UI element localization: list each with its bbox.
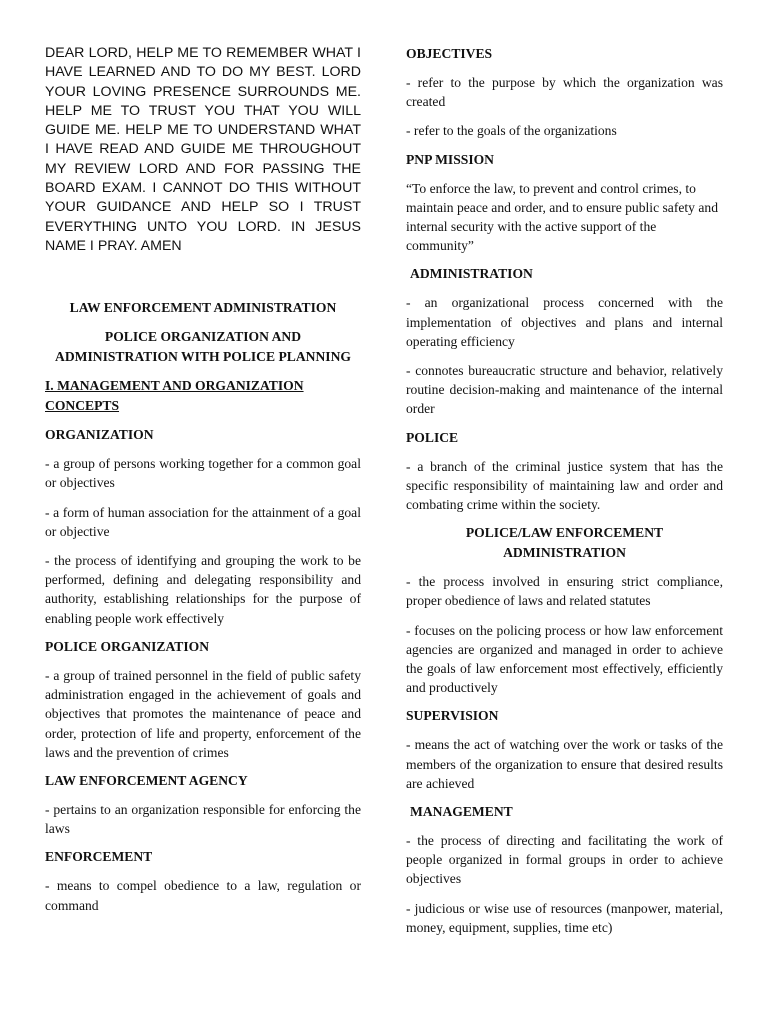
term-police: POLICE: [406, 429, 459, 445]
prayer-text: DEAR LORD, HELP ME TO REMEMBER WHAT I HAVE LEARNED AND TO DO MY BEST. LORD YOUR LOVING PRESENCE SURROUNDS ME. HELP ME TO TRUST YOU THAT YOU WILL GUIDE ME. HELP ME TO UNDERSTAND WHAT I HAVE READ AND GUIDE ME THROUGHOUT MY REVIEW LORD AND FOR PASSING THE BOARD EXAM. I CANNOT DO THIS WITHOUT YOUR GUIDANCE AND HELP SO I TRUST EVERYTHING UNTO YOU LORD. IN JESUS NAME I PRAY. AMEN: [45, 45, 361, 254]
definition: - a group of persons working together for a common goal or objectives: [45, 456, 361, 491]
pnp-mission-quote: “To enforce the law, to prevent and control crimes, to maintain peace and order, and to ensure public safety and internal security with the active support of the community”: [406, 180, 718, 254]
term-management: MANAGEMENT: [410, 804, 513, 820]
term-enforcement: ENFORCEMENT: [45, 849, 153, 865]
term-police-organization: POLICE ORGANIZATION: [45, 638, 210, 654]
definition: - pertains to an organization responsible for enforcing the laws: [45, 801, 361, 837]
term-supervision: SUPERVISION: [406, 708, 499, 724]
term-objectives: OBJECTIVES: [406, 46, 493, 61]
term-administration: ADMINISTRATION: [410, 266, 533, 282]
definition: - judicious or wise use of resources (manpower, material, money, equipment, supplies, time etc): [406, 900, 723, 935]
definition: - the process of identifying and grouping the work to be performed, defining and delegating responsibility and authority, establishing relationships for the purpose of enabling people work effectively: [45, 553, 361, 626]
right-column: [406, 44, 723, 937]
definition: - a branch of the criminal justice system that has the specific responsibility of maintaining law and order and combating crime within the society.: [406, 458, 723, 513]
definition: - means the act of watching over the work or tasks of the members of the organization to ensure that desired results are achieved: [406, 737, 723, 791]
definition: - refer to the goals of the organizations: [406, 123, 617, 139]
section-heading: I. MANAGEMENT AND ORGANIZATION CONCEPTS: [45, 378, 304, 414]
definition: - connotes bureaucratic structure and behavior, relatively routine decision-making and maintenance of the internal order: [406, 363, 723, 417]
term-law-enforcement-agency: LAW ENFORCEMENT AGENCY: [45, 772, 248, 788]
term-police-law-enforcement-administration: POLICE/LAW ENFORCEMENT ADMINISTRATION: [465, 525, 664, 561]
left-column: [45, 44, 361, 915]
definition: - a group of trained personnel in the field of public safety administration engaged in the achievement of goals and objectives that promotes the maintenance of peace and order, protection of life and property, enforcement of the laws and the prevention of crimes: [45, 667, 361, 760]
doc-subtitle: POLICE ORGANIZATION AND ADMINISTRATION WITH POLICE PLANNING: [55, 329, 351, 365]
term-organization: ORGANIZATION: [45, 427, 154, 443]
definition: - means to compel obedience to a law, regulation or command: [45, 878, 361, 913]
definition: - the process of directing and facilitating the work of people organized in formal groups in order to achieve objectives: [406, 833, 723, 887]
definition: - the process involved in ensuring strict compliance, proper obedience of laws and related statutes: [406, 574, 723, 609]
definition: - refer to the purpose by which the organization was created: [406, 75, 723, 110]
definition: - an organizational process concerned with the implementation of objectives and plans and internal operating efficiency: [406, 295, 723, 349]
term-pnp-mission: PNP MISSION: [406, 151, 494, 167]
doc-title: LAW ENFORCEMENT ADMINISTRATION: [69, 300, 337, 316]
definition: - focuses on the policing process or how law enforcement agencies are organized and managed in order to achieve the goals of law enforcement most effectively, efficiently and productively: [406, 622, 723, 696]
definition: - a form of human association for the attainment of a goal or objective: [45, 504, 361, 539]
